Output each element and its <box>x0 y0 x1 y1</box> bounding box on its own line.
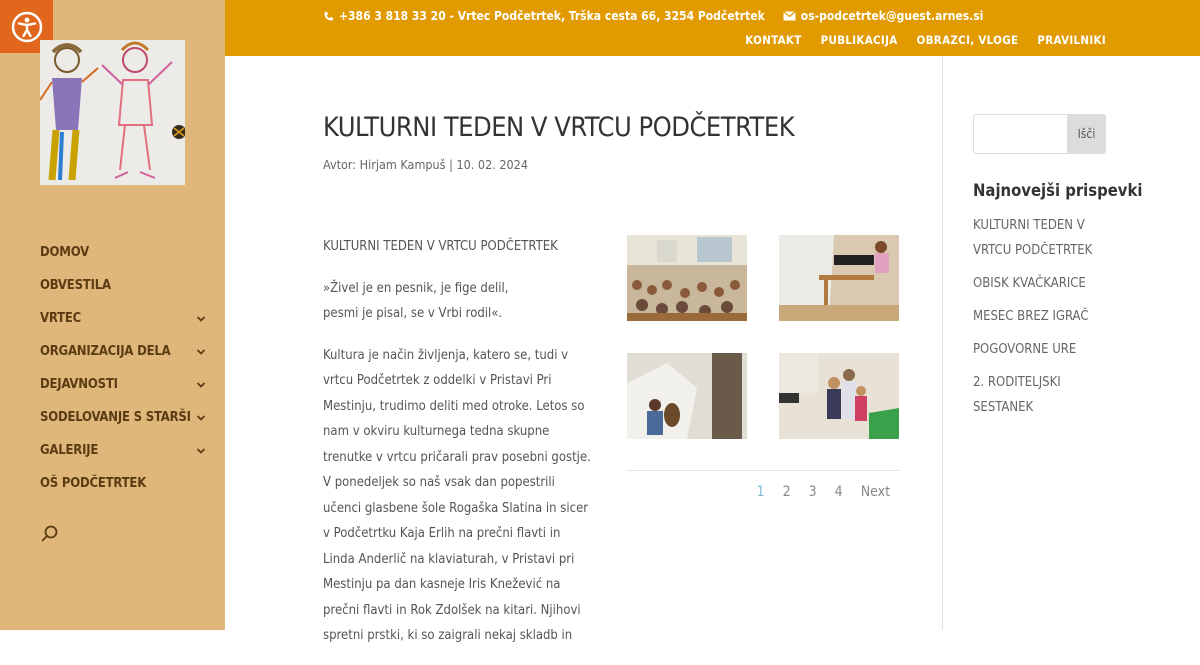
gallery-divider <box>627 470 900 471</box>
nav-item-domov[interactable] <box>40 240 210 273</box>
phone-icon <box>323 11 334 22</box>
page-4[interactable]: 4 <box>834 484 843 500</box>
recent-post-link[interactable]: 2. RODITELJSKI SESTANEK <box>973 375 1061 415</box>
nav-item-sodelovanje[interactable] <box>40 405 210 438</box>
search-button[interactable]: Išči <box>1067 114 1106 154</box>
nav-item-obvestila[interactable] <box>40 273 210 306</box>
post-poem <box>323 276 595 327</box>
secondary-nav <box>745 33 1106 47</box>
poem-line: pesmi je pisal, se v Vrbi rodil«. <box>323 306 503 321</box>
recent-post-link[interactable]: POGOVORNE URE <box>973 342 1077 357</box>
poem-line: »Živel je en pesnik, je fige delil, <box>323 280 509 296</box>
nav-item-os-podcetrtek[interactable] <box>40 471 210 504</box>
page-1[interactable]: 1 <box>756 484 765 500</box>
post-paragraph: Kultura je način življenja, katero se, tudi v vrtcu Podčetrtek z oddelki v Pristavi Pri Mestinju, trudimo deliti med otroke. Letos so nam v okviru kulturnega tedna skupne trenutke v vrtcu pričarali prav posebni gostje. V ponedeljek so naš vsak dan popestrili učenci glasbene šole Rogaška Slatina in sicer v Podčetrtku Kaja Erlih na prečni flavti in Linda Anderlič na klaviaturah, v Pristavi pri Mestinju pa dan kasneje Iris Knežević na prečni flavti in Rok Zdolšek na kitari. Njihovi spretni prstki, ki so zaigrali nekaj skladb in <box>323 347 591 643</box>
recent-posts-list <box>973 213 1106 428</box>
site-logo[interactable] <box>40 40 185 185</box>
nav-item-vrtec[interactable] <box>40 306 210 339</box>
post-title: KULTURNI TEDEN V VRTCU PODČETRTEK <box>323 112 795 143</box>
chevron-down-icon[interactable] <box>196 413 206 423</box>
recent-posts-title: Najnovejši prispevki <box>973 181 1143 200</box>
page-2[interactable]: 2 <box>782 484 791 500</box>
email-link[interactable] <box>783 9 984 23</box>
chevron-down-icon[interactable] <box>196 446 206 456</box>
nav-label: DOMOV <box>40 245 89 260</box>
topnav-publikacija[interactable]: PUBLIKACIJA <box>820 33 898 47</box>
nav-label: DEJAVNOSTI <box>40 377 118 392</box>
gallery-image[interactable] <box>627 235 747 321</box>
envelope-icon <box>783 11 796 21</box>
nav-item-galerije[interactable] <box>40 438 210 471</box>
top-bar <box>225 0 1200 56</box>
nav-label: ORGANIZACIJA DELA <box>40 344 171 359</box>
children-drawing-image <box>40 40 185 185</box>
topnav-kontakt[interactable]: KONTAKT <box>745 33 802 47</box>
chevron-down-icon[interactable] <box>196 347 206 357</box>
nav-label: GALERIJE <box>40 443 99 458</box>
accessibility-icon <box>11 11 43 43</box>
topnav-obrazci-vloge[interactable]: OBRAZCI, VLOGE <box>916 33 1019 47</box>
phone-address: +386 3 818 33 20 - Vrtec Podčetrtek, Trška cesta 66, 3254 Podčetrtek <box>339 9 765 23</box>
chevron-down-icon[interactable] <box>196 314 206 324</box>
search-icon[interactable] <box>40 524 60 544</box>
page-3[interactable]: 3 <box>808 484 817 500</box>
nav-label: OBVESTILA <box>40 278 111 293</box>
gallery-pagination <box>627 484 890 500</box>
gallery-image[interactable] <box>779 353 899 439</box>
post-paragraph: KULTURNI TEDEN V VRTCU PODČETRTEK <box>323 239 558 254</box>
post-body <box>323 234 595 665</box>
nav-label: OŠ PODČETRTEK <box>40 476 147 491</box>
sidebar-divider <box>942 56 943 630</box>
search-input[interactable] <box>973 114 1068 154</box>
recent-post-link[interactable]: OBISK KVAČKARICE <box>973 276 1086 291</box>
gallery-image[interactable] <box>779 235 899 321</box>
nav-item-dejavnosti[interactable] <box>40 372 210 405</box>
recent-post-link[interactable]: KULTURNI TEDEN V VRTCU PODČETRTEK <box>973 218 1093 258</box>
nav-item-organizacija-dela[interactable] <box>40 339 210 372</box>
chevron-down-icon[interactable] <box>196 380 206 390</box>
post-meta: Avtor: Hirjam Kampuš | 10. 02. 2024 <box>323 157 528 172</box>
main-nav <box>40 240 210 504</box>
left-sidebar <box>0 0 225 630</box>
nav-label: SODELOVANJE S STARŠI <box>40 410 191 425</box>
email-text: os-podcetrtek@guest.arnes.si <box>800 9 984 23</box>
next-page-link[interactable]: Next <box>860 484 890 500</box>
gallery-image[interactable] <box>627 353 747 439</box>
topnav-pravilniki[interactable]: PRAVILNIKI <box>1037 33 1106 47</box>
nav-label: VRTEC <box>40 311 82 326</box>
contact-info <box>323 9 983 23</box>
recent-post-link[interactable]: MESEC BREZ IGRAČ <box>973 309 1089 324</box>
